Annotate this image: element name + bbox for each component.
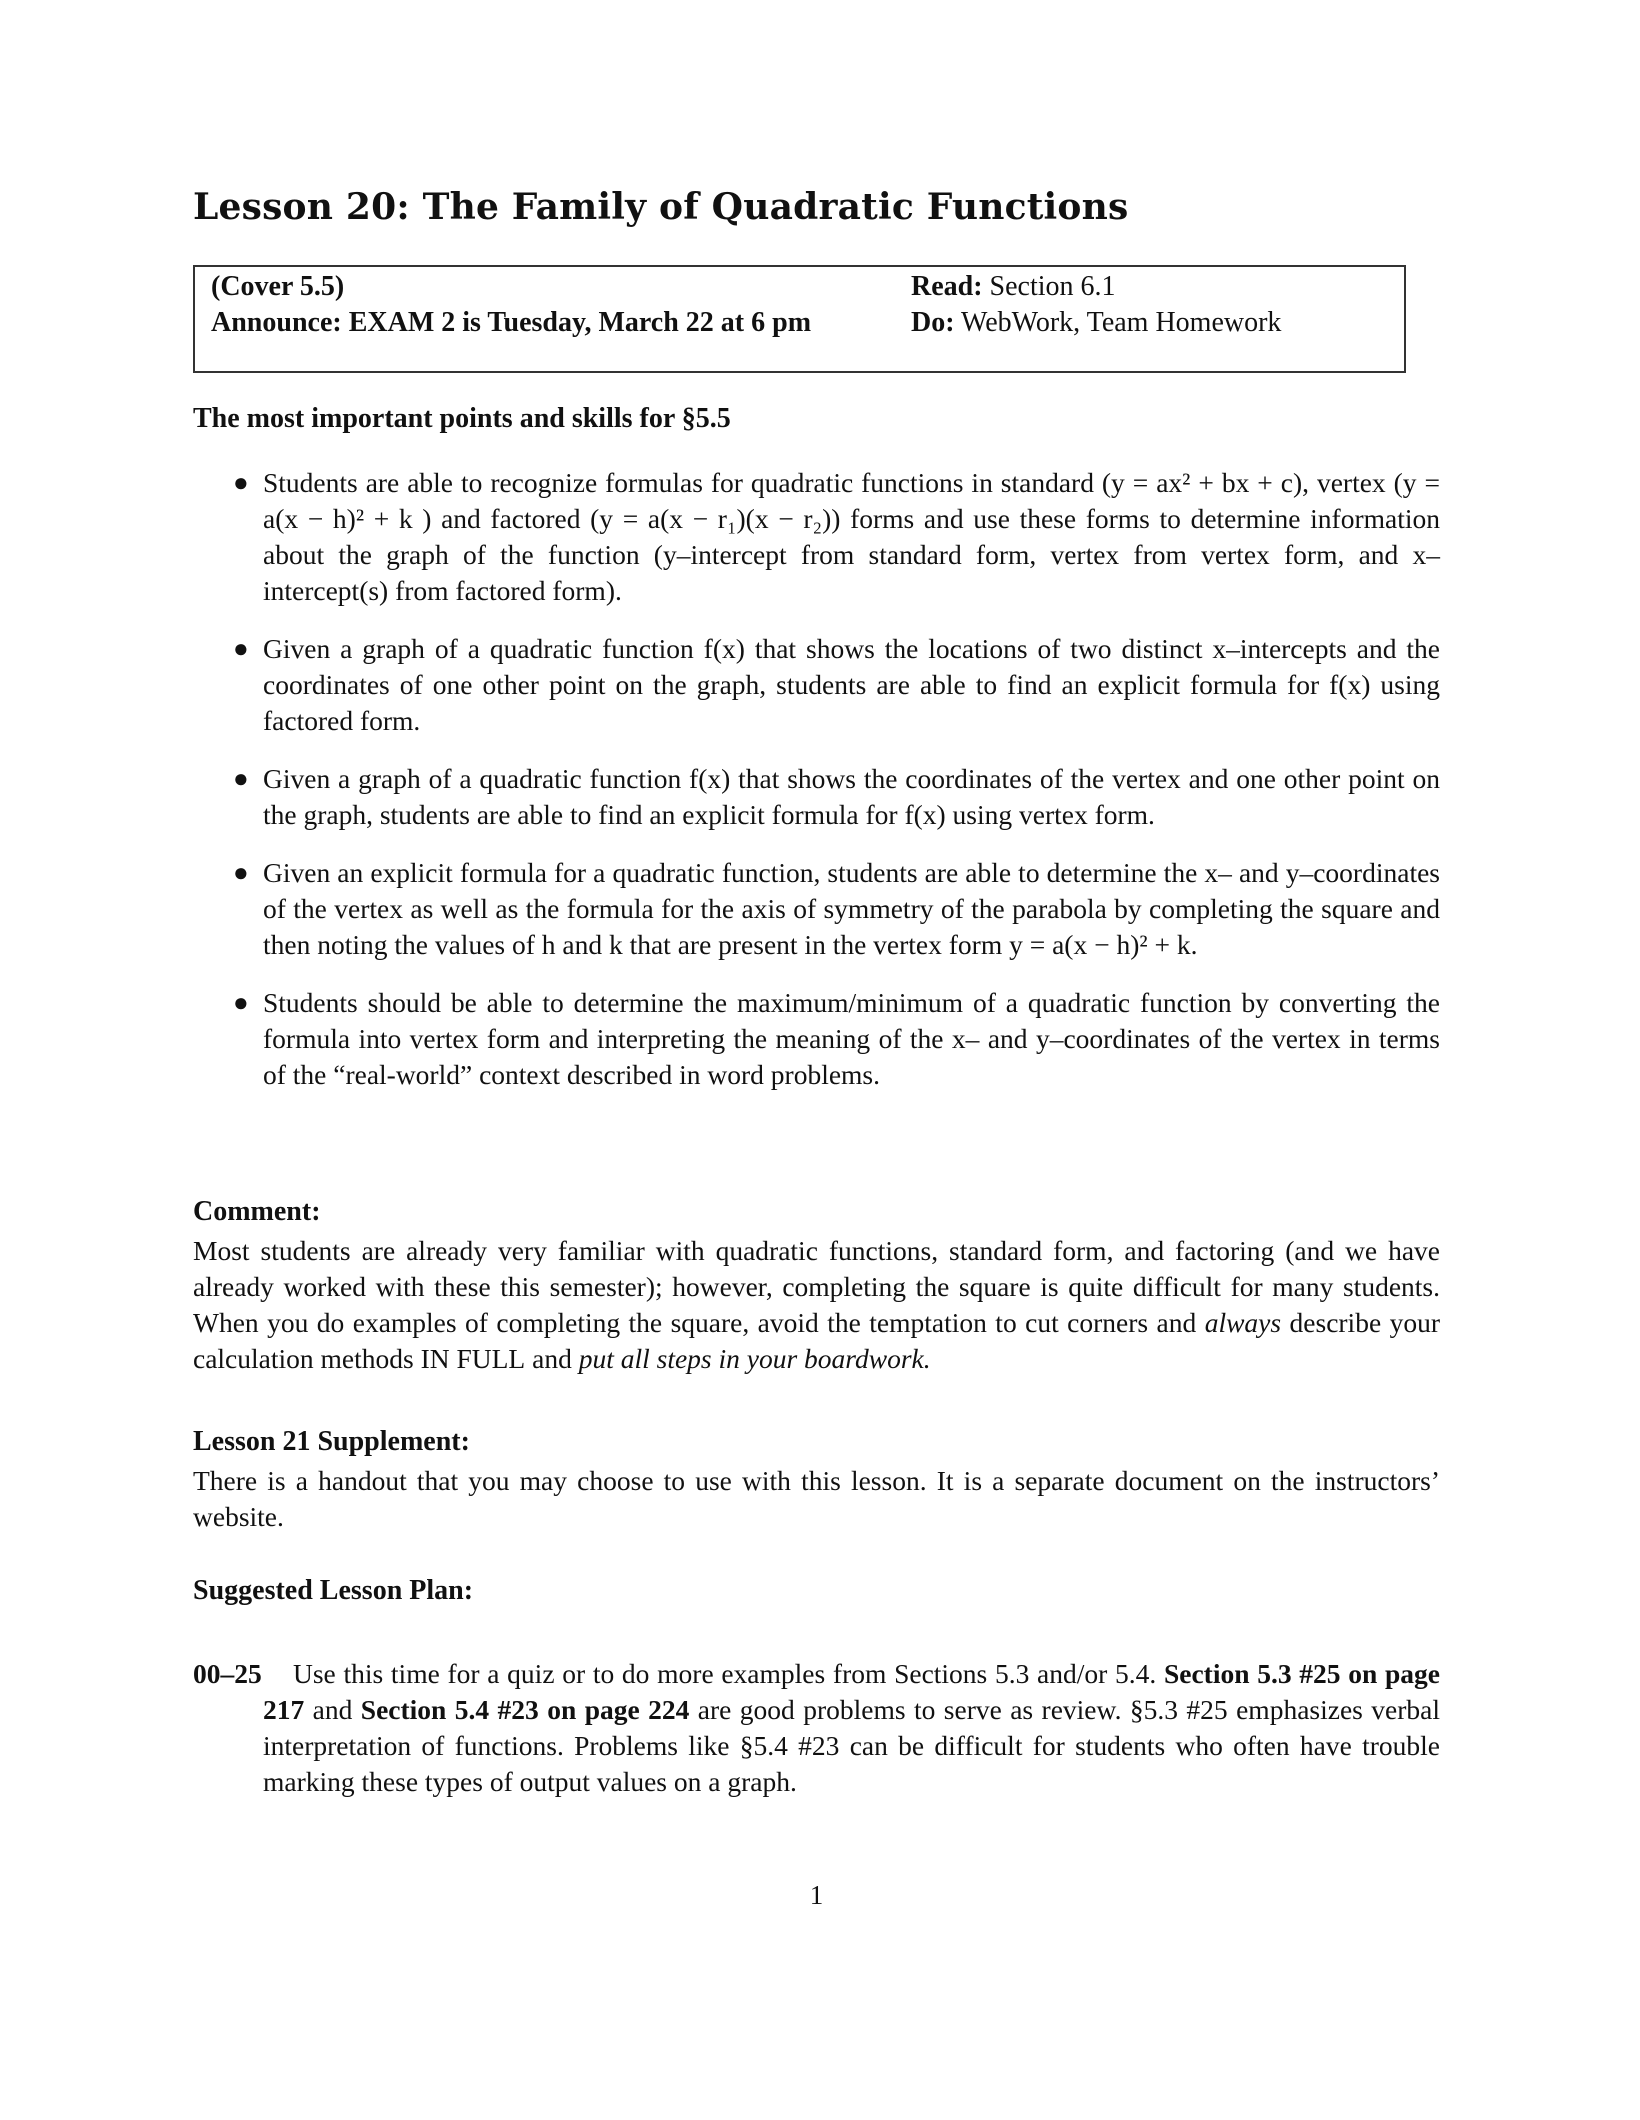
comment-heading: Comment: — [193, 1196, 321, 1227]
plan-time: 00–25 — [193, 1658, 262, 1689]
bullet-icon: ● — [233, 468, 249, 497]
announce-label: Announce: — [211, 307, 342, 338]
bullet-icon: ● — [233, 764, 249, 793]
plan-heading: Suggested Lesson Plan: — [193, 1575, 474, 1606]
list-item: ● Given an explicit formula for a quadratic function, students are able to determine the x– and y–coordinates of the vertex as well as the formula for the axis of symmetry of the parabola by completing the square and then noting the values of h and k that are present in the vertex form y = a(x − h)² + k. — [233, 857, 1440, 960]
comment-text: Most students are already very familiar with quadratic functions, standard form, and factoring (and we have already worked with these this semester); however, completing the square is quite difficult for many students. When you do examples of completing the square, avoid the temptation to cut corners and always describe your calculation methods IN FULL and put all steps in your boardwork. — [193, 1235, 1441, 1374]
plan-ref-2: Section 5.4 #23 on page 224 — [360, 1694, 690, 1725]
bullet-icon: ● — [233, 858, 249, 887]
info-box-right — [911, 269, 1391, 341]
plan-text: Use this time for a quiz or to do more examples from Sections 5.3 and/or 5.4. Section 5.3 #25 on page 217 and Section 5.4 #23 on page 224 are good problems to serve as review. §5.3 #25 emphasizes verbal interpretation of functions. Problems like §5.4 #23 can be difficult for students who often have trouble marking these types of output values on a graph. — [263, 1658, 1441, 1797]
do-line — [911, 305, 1391, 341]
do-label: Do: — [911, 307, 955, 338]
cover-label: (Cover 5.5) — [211, 271, 345, 302]
read-text: Section 6.1 — [989, 271, 1116, 302]
points-heading: The most important points and skills for §5.5 — [193, 403, 731, 434]
info-box — [193, 265, 1406, 373]
page-title: Lesson 20: The Family of Quadratic Functions — [193, 186, 1129, 228]
supplement-heading: Lesson 21 Supplement: — [193, 1426, 470, 1457]
bullet-icon: ● — [233, 988, 249, 1017]
emphasis-steps: put all steps in your boardwork. — [578, 1343, 931, 1374]
page-number: 1 — [809, 1880, 824, 1910]
supplement-text: There is a handout that you may choose to use with this lesson. It is a separate document on the instructors’ website. — [193, 1465, 1440, 1532]
announcement — [211, 305, 901, 341]
list-item: ● Given a graph of a quadratic function f(x) that shows the locations of two distinct x–intercepts and the coordinates of one other point on the graph, students are able to find an explicit formula for f(x) using factored form. — [233, 633, 1440, 736]
emphasis-in-full: IN FULL — [420, 1343, 526, 1374]
emphasis-always: always — [1204, 1307, 1282, 1338]
plan-entry — [193, 1656, 1440, 1800]
do-text: WebWork, Team Homework — [961, 307, 1282, 338]
info-box-left — [211, 269, 901, 341]
bullet-icon: ● — [233, 634, 249, 663]
list-item: ● Given a graph of a quadratic function f(x) that shows the coordinates of the vertex and one other point on the graph, students are able to find an explicit formula for f(x) using vertex form. — [233, 763, 1440, 830]
read-line — [911, 269, 1391, 305]
plan-ref-1: Section 5.3 #25 on page 217 — [263, 1658, 1441, 1725]
announce-text: EXAM 2 is Tuesday, March 22 at 6 pm — [348, 307, 812, 338]
list-item: ● Students are able to recognize formulas for quadratic functions in standard (y = ax² + bx + c), vertex (y = a(x − h)² + k ) and factored (y = a(x − r₁)(x − r₂)) forms and use these forms to determine information about the graph of the function (y–intercept from standard form, vertex from vertex form, and x–intercept(s) from factored form). — [233, 467, 1440, 606]
skills-list — [233, 465, 1440, 1115]
read-label: Read: — [911, 271, 983, 302]
list-item: ● Students should be able to determine the maximum/minimum of a quadratic function by converting the formula into vertex form and interpreting the meaning of the x– and y–coordinates of the vertex in terms of the “real-world” context described in word problems. — [233, 987, 1440, 1090]
